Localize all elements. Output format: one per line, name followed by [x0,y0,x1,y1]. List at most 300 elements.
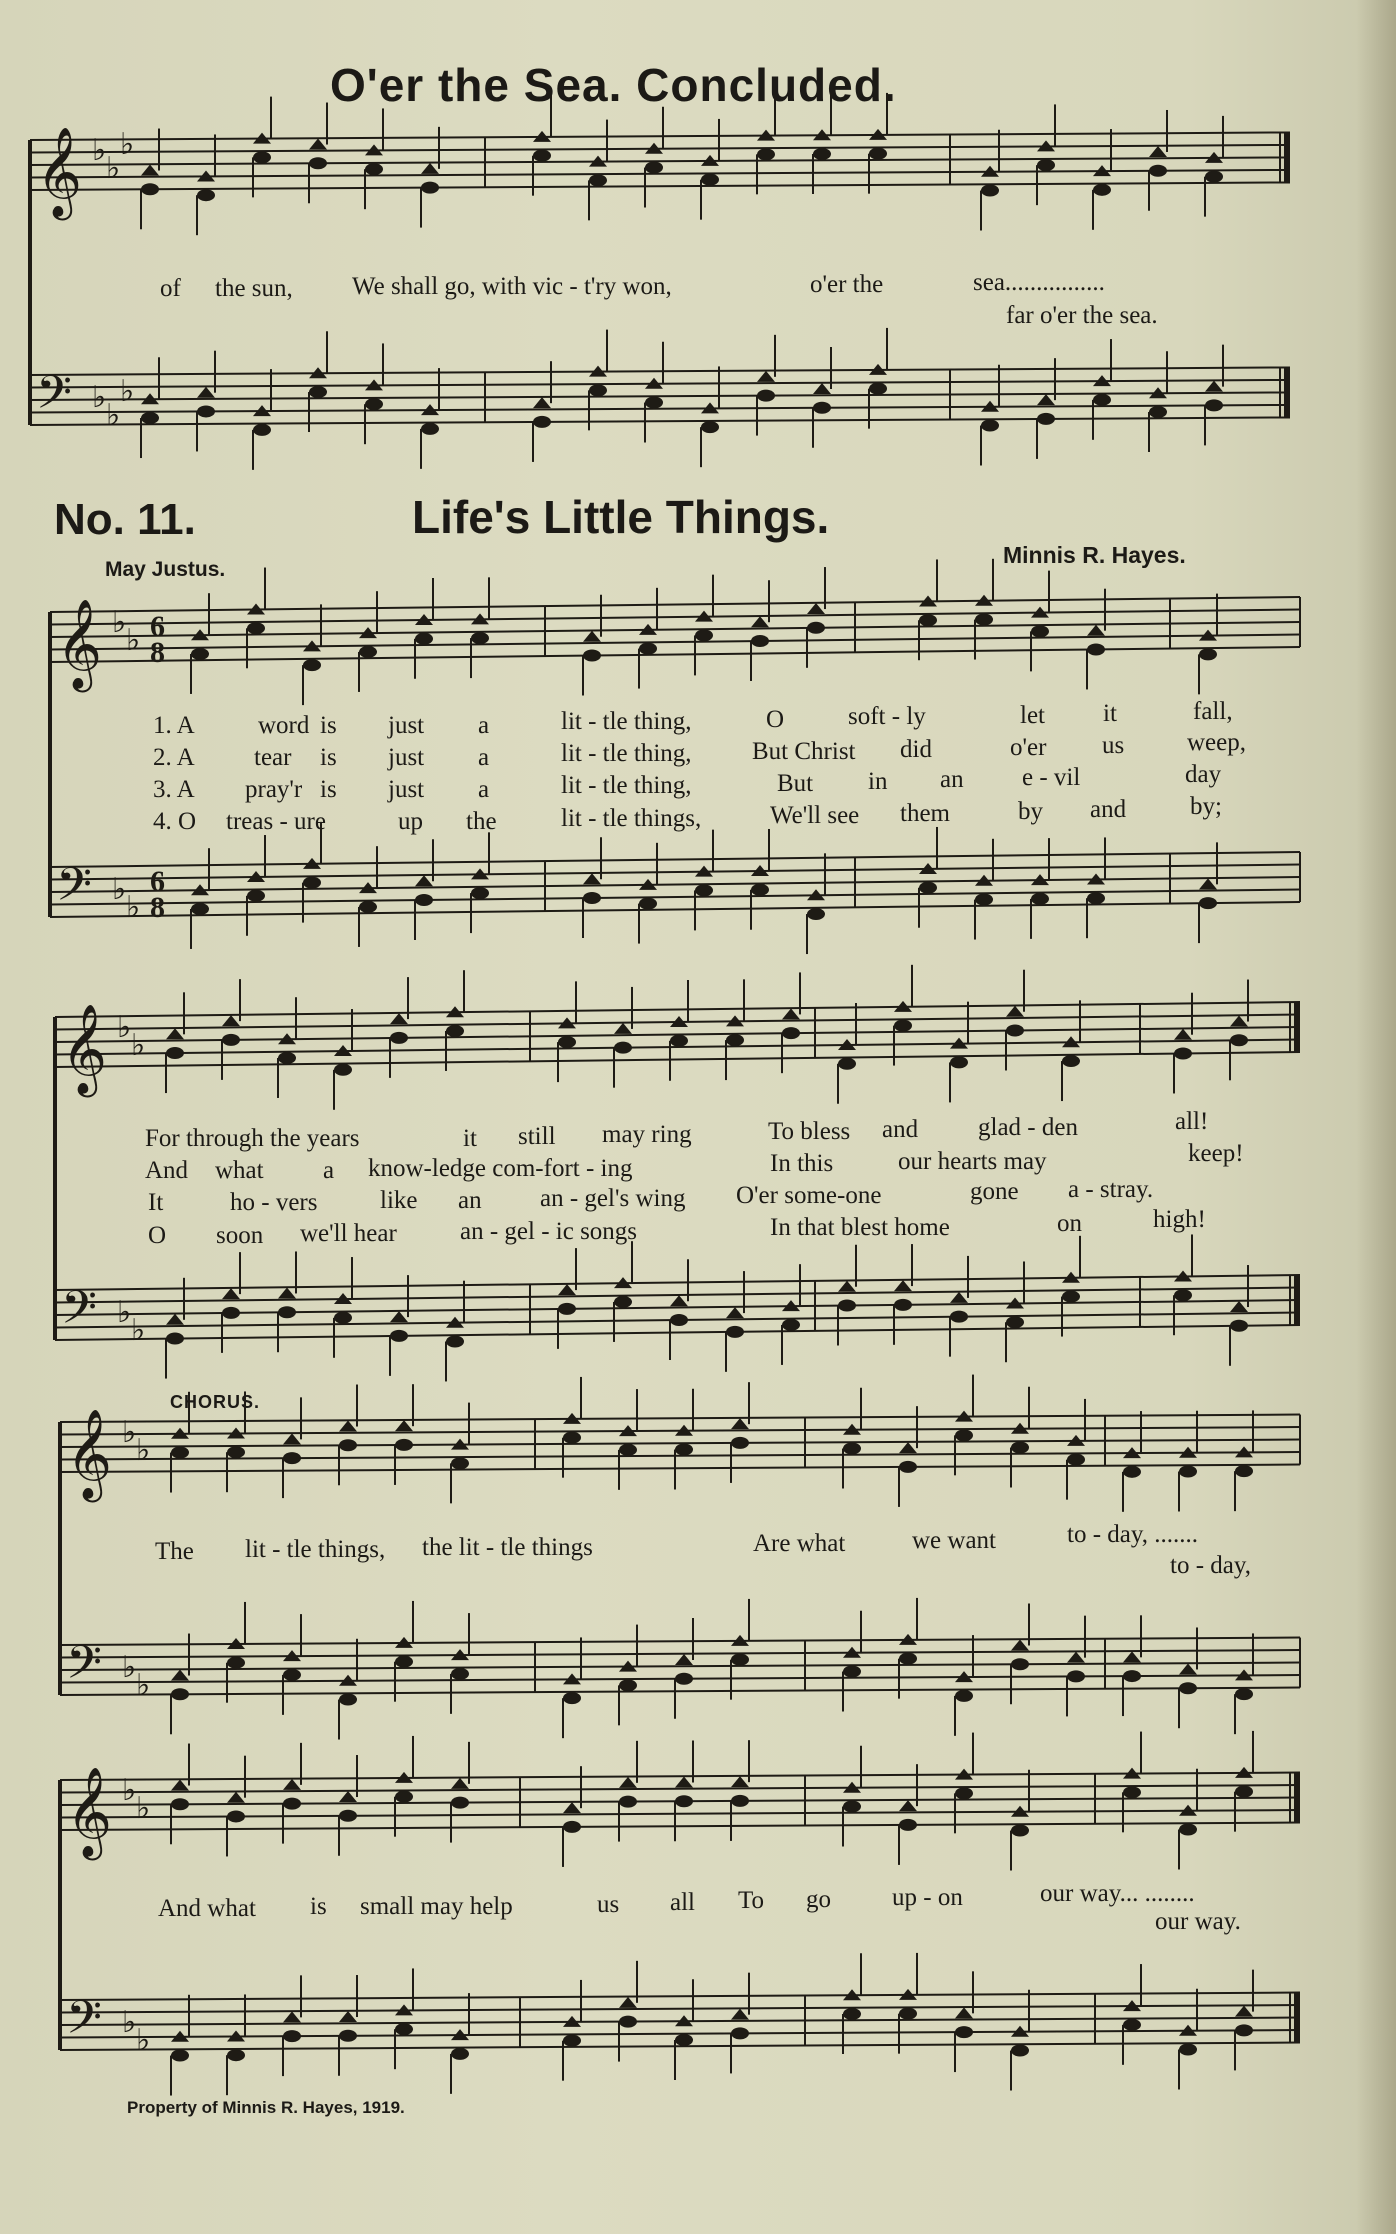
note-head [415,633,433,645]
lyric: weep, [1187,729,1246,756]
note-head [471,632,489,644]
note-head [955,2026,973,2038]
note-head [533,150,551,162]
note-head [1235,2024,1253,2036]
note-head [563,1821,581,1833]
lyric: gone [970,1178,1019,1205]
note-head [589,384,607,396]
note-head [339,1439,357,1451]
flat-sign: ♭ [106,151,121,186]
note-head [950,1292,968,1303]
note-head [731,1437,749,1449]
note-head [421,423,439,435]
bass-clef: 𝄢 [66,1991,103,2056]
lyric: and [1090,796,1127,823]
note-head [981,419,999,431]
lyric: the lit - tle things [422,1534,593,1561]
note-head [1067,1670,1085,1682]
note-head [619,1777,637,1788]
note-head [838,1058,856,1070]
note-head [395,1791,413,1803]
note-head [339,1694,357,1706]
note-head [1123,1651,1141,1662]
note-head [166,1314,184,1325]
note-head [563,1432,581,1444]
lyric: The [155,1538,194,1565]
lyric: is [320,776,337,803]
note-head [838,1299,856,1311]
note-head [191,903,209,915]
note-head [869,148,887,160]
note-head [339,1810,357,1822]
note-head [222,1307,240,1319]
note-head [247,890,265,902]
note-head [981,184,999,196]
staff-line [55,1002,1300,1017]
note-head [675,2034,693,2046]
note-head [955,1429,973,1441]
note-head [583,873,601,884]
lyric: we'll hear [300,1220,397,1247]
staff-line [50,890,1300,905]
note-head [695,629,713,641]
note-head [619,2016,637,2028]
lyric: keep! [1188,1140,1244,1167]
note-head [283,1669,301,1681]
note-head [589,174,607,186]
note-head [1235,1465,1253,1477]
lyric: like [380,1187,418,1214]
lyric: small may help [360,1893,513,1920]
note-head [757,371,775,382]
lyric: And what [158,1895,256,1922]
note-head [675,1673,693,1685]
note-head [701,421,719,433]
note-head [843,1800,861,1812]
chorus-label: CHORUS. [170,1392,261,1412]
bass-clef: 𝄢 [61,1281,98,1346]
note-head [309,157,327,169]
note-head [1235,1688,1253,1700]
staff-line [55,1325,1300,1340]
note-head [614,1042,632,1054]
note-head [197,189,215,201]
lyric-echo: our way. [1155,1908,1241,1935]
lyric: our hearts may [898,1148,1047,1175]
lyric-echo: far o'er the sea. [1006,302,1158,329]
lyric: O'er some-one [736,1182,882,1209]
lyric: is [320,712,337,739]
note-head [619,1796,637,1808]
lyric: and [882,1116,919,1143]
note-head [222,1015,240,1026]
note-head [1067,1652,1085,1663]
note-head [955,1690,973,1702]
bass-clef: 𝄢 [36,366,73,431]
note-head [1087,625,1105,636]
note-head [395,2023,413,2035]
lyric: an [940,766,964,793]
lyric: all! [1175,1108,1209,1135]
note-head [227,1810,245,1822]
note-head [1006,1316,1024,1328]
note-head [619,1679,637,1691]
lyric: we want [912,1527,996,1554]
lyric: glad - den [978,1114,1078,1141]
note-head [222,1034,240,1046]
staff-line [30,417,1290,425]
time-signature-top: 6 [150,610,165,643]
note-head [1149,406,1167,418]
note-head [950,1056,968,1068]
note-head [1037,413,1055,425]
note-head [701,174,719,186]
note-head [1011,1639,1029,1650]
lyric: an - gel's wing [540,1185,686,1212]
note-head [141,183,159,195]
treble-clef: 𝄞 [66,1767,113,1857]
flat-sign: ♭ [112,872,127,907]
note-head [390,1013,408,1024]
staff-line [50,877,1300,892]
lyric: treas - ure [226,808,326,835]
note-head [563,1802,581,1813]
copyright-notice: Property of Minnis R. Hayes, 1919. [127,2098,405,2117]
time-signature-bottom: 8 [150,636,165,669]
note-head [899,1461,917,1473]
note-head [807,908,825,920]
lyric: the [466,808,497,835]
flat-sign: ♭ [92,133,107,168]
lyric: our way... ........ [1040,1880,1195,1907]
lyric: go [806,1886,831,1913]
lyric: them [900,800,950,827]
note-head [166,1028,184,1039]
note-head [614,1296,632,1308]
note-head [171,1670,189,1681]
note-head [645,162,663,174]
note-head [1087,643,1105,655]
note-head [751,884,769,896]
note-head [421,182,439,194]
lyric: 4. O [153,808,197,835]
note-head [283,1798,301,1810]
lyric: to - day, ....... [1067,1521,1198,1548]
note-head [813,383,831,394]
lyric: O [766,706,785,733]
note-head [731,1795,749,1807]
note-head [726,1326,744,1338]
note-head [894,1299,912,1311]
note-head [1199,648,1217,660]
lyric: the sun, [215,275,293,302]
note-head [1031,893,1049,905]
note-head [390,1330,408,1342]
lyric: ho - vers [230,1189,318,1216]
note-head [339,2011,357,2022]
note-head [670,1295,688,1306]
note-head [197,387,215,398]
note-head [451,1797,469,1809]
time-signature-bottom: 8 [150,891,165,924]
lyric: just [388,712,425,739]
flat-sign: ♭ [126,890,141,925]
note-head [339,1421,357,1432]
lyric: To [738,1887,765,1914]
note-head [1123,1786,1141,1798]
note-head [533,397,551,408]
lyric: it [463,1125,477,1152]
note-head [899,1800,917,1811]
note-head [395,1656,413,1668]
staff-line [30,132,1290,140]
lyric: lit - tle thing, [561,740,692,767]
note-head [1087,892,1105,904]
note-head [1006,1006,1024,1017]
note-head [1006,1024,1024,1036]
note-head [1179,2043,1197,2055]
lyric: We'll see [770,802,860,829]
note-head [415,875,433,886]
note-head [1149,165,1167,177]
note-head [1235,1786,1253,1798]
note-head [446,1335,464,1347]
previous-hymn-title: O'er the Sea. Concluded. [330,59,897,111]
time-signature-top: 6 [150,865,165,898]
staff-line [50,852,1300,867]
note-head [614,1023,632,1034]
staff-line [50,610,1300,625]
note-head [1174,1029,1192,1040]
note-head [283,1433,301,1444]
note-head [1179,1663,1197,1674]
note-head [365,398,383,410]
note-head [1199,897,1217,909]
note-head [1093,394,1111,406]
note-head [782,1027,800,1039]
lyric: up [398,808,423,835]
note-head [1179,1682,1197,1694]
note-head [415,894,433,906]
lyric: e - vil [1022,764,1081,791]
note-head [639,898,657,910]
note-head [843,2008,861,2020]
note-head [675,1777,693,1788]
staff-line [60,1688,1300,1695]
lyricist: May Justus. [105,558,226,581]
note-head [390,1032,408,1044]
note-head [227,2049,245,2061]
lyric: is [310,1893,327,1920]
staff-line [50,865,1300,880]
note-head [899,2008,917,2020]
flat-sign: ♭ [136,1668,151,1703]
note-head [171,1688,189,1700]
staff-line [50,635,1300,650]
note-head [894,1280,912,1291]
flat-sign: ♭ [92,380,107,415]
lyric: To bless [768,1118,851,1145]
note-head [253,151,271,163]
note-head [899,1653,917,1665]
note-head [253,424,271,436]
note-head [227,1792,245,1803]
treble-clef: 𝄞 [56,599,103,689]
lyric: what [215,1157,264,1184]
lyric: 3. A [153,776,195,803]
lyric: up - on [892,1884,963,1911]
lyric: a [478,776,490,803]
note-head [166,1333,184,1345]
note-head [1230,1034,1248,1046]
note-head [919,882,937,894]
note-head [247,622,265,634]
lyric: did [900,736,932,763]
note-head [1230,1016,1248,1027]
note-head [283,2030,301,2042]
note-head [807,622,825,634]
lyric: in [868,768,888,795]
lyric: O [148,1222,167,1249]
lyric: soon [216,1222,264,1249]
lyric: lit - tle thing, [561,708,692,735]
note-head [782,1319,800,1331]
note-head [731,2027,749,2039]
note-head [395,1420,413,1431]
note-head [751,616,769,627]
lyric: all [670,1889,695,1916]
note-head [1037,394,1055,405]
flat-sign: ♭ [122,1773,137,1808]
treble-clef: 𝄞 [66,1409,113,1499]
note-head [757,148,775,160]
note-head [1199,878,1217,889]
lyric: let [1020,702,1045,729]
lyric: know-ledge com-fort - ing [368,1155,633,1182]
note-head [283,1452,301,1464]
note-head [227,1657,245,1669]
lyric: lit - tle things, [245,1536,386,1563]
flat-sign: ♭ [136,2023,151,2058]
lyric: 2. A [153,744,195,771]
lyric: may ring [602,1121,692,1148]
bass-clef: 𝄢 [56,858,93,923]
hymn-number: No. 11. [54,495,196,544]
note-head [166,1047,184,1059]
lyric: just [388,744,425,771]
note-head [726,1307,744,1318]
staff-line [55,1052,1300,1067]
lyric: it [1103,700,1117,727]
note-head [1179,1823,1197,1835]
note-head [283,2011,301,2022]
note-head [869,383,887,395]
lyric: by; [1190,793,1222,820]
lyric: a [323,1157,335,1184]
lyric: We shall go, with vic - t'ry won, [352,273,672,300]
lyric: sea................ [973,269,1105,296]
flat-sign: ♭ [136,1791,151,1826]
note-head [1011,1824,1029,1836]
note-head [278,1052,296,1064]
note-head [843,1665,861,1677]
treble-clef: 𝄞 [36,127,83,217]
note-head [843,1442,861,1454]
lyric: us [1102,732,1125,759]
staff-line [30,367,1290,375]
note-head [421,163,439,174]
note-head [894,1020,912,1032]
note-head [278,1287,296,1298]
note-head [1037,159,1055,171]
note-head [751,635,769,647]
note-head [303,659,321,671]
note-head [451,2048,469,2060]
note-head [446,1025,464,1037]
lyric: an - gel - ic songs [460,1218,638,1245]
note-head [583,649,601,661]
lyric: a [478,712,490,739]
note-head [563,2035,581,2047]
flat-sign: ♭ [122,2005,137,2040]
note-head [334,1064,352,1076]
flat-sign: ♭ [120,127,135,162]
composer: Minnis R. Hayes. [1003,542,1186,568]
note-head [1123,1670,1141,1682]
lyric: Are what [753,1530,846,1557]
lyric: o'er the [810,271,884,298]
lyric: lit - tle thing, [561,772,692,799]
lyric: o'er [1010,734,1047,761]
note-head [1149,146,1167,157]
note-head [675,1795,693,1807]
note-head [1031,625,1049,637]
note-head [975,894,993,906]
note-head [813,402,831,414]
note-head [1205,381,1223,392]
note-head [731,1776,749,1787]
lyric: a [478,744,490,771]
note-head [726,1034,744,1046]
note-head [558,1303,576,1315]
note-head [619,1444,637,1456]
lyric: In that blest home [770,1214,950,1241]
note-head [731,1654,749,1666]
note-head [731,1418,749,1429]
flat-sign: ♭ [131,1028,146,1063]
note-head [1062,1055,1080,1067]
note-head [339,2030,357,2042]
note-head [1011,1658,1029,1670]
note-head [675,1444,693,1456]
note-head [222,1288,240,1299]
flat-sign: ♭ [112,605,127,640]
note-head [955,1787,973,1799]
staff-line [60,1810,1300,1817]
note-head [1179,1465,1197,1477]
note-head [395,1439,413,1451]
lyric: soft - ly [848,703,926,730]
note-head [955,2007,973,2018]
flat-sign: ♭ [122,1415,137,1450]
note-head [583,631,601,642]
lyric: lit - tle things, [561,805,702,832]
lyric: It [148,1189,164,1216]
flat-sign: ♭ [120,374,135,409]
note-head [1123,1466,1141,1478]
note-head [171,1780,189,1791]
lyric: us [597,1891,620,1918]
